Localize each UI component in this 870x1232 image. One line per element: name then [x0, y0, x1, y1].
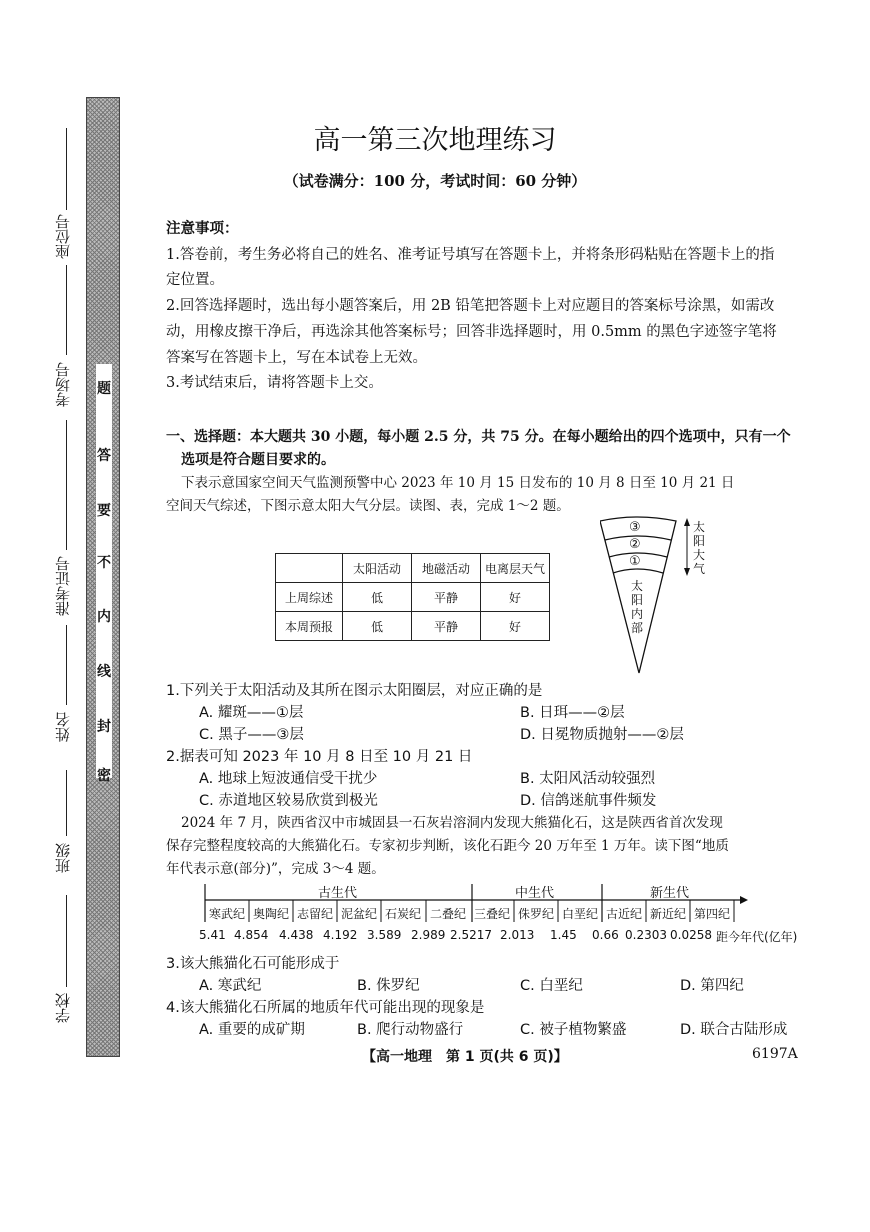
seal-char: 密 — [97, 768, 111, 784]
age-label: 4.192 — [323, 928, 358, 942]
table-header-row — [276, 554, 550, 583]
notes-line: 1.答卷前，考生务必将自己的姓名、准考证号填写在答题卡上，并将条形码粘贴在答题卡上的指 — [166, 247, 775, 263]
space-weather-table — [275, 553, 550, 641]
admission-number-label: 准考证号 — [54, 556, 72, 616]
option-b[interactable]: B. 太阳风活动较强烈 — [520, 771, 656, 787]
table-cell: 上周综述 — [276, 583, 343, 612]
name-label: 姓名 — [54, 712, 72, 742]
period-label: 二叠纪 — [430, 907, 467, 921]
option-a[interactable]: A. 重要的成矿期 — [199, 1022, 305, 1038]
notes-line: 3.考试结束后，请将答题卡上交。 — [166, 375, 383, 391]
notes-heading: 注意事项： — [166, 220, 239, 237]
age-label: 0.66 — [592, 928, 619, 942]
period-label: 新近纪 — [650, 907, 687, 921]
age-label: 0.0258 — [670, 928, 712, 942]
option-d[interactable]: D. 日冕物质抛射——②层 — [520, 727, 684, 743]
table-row — [276, 583, 550, 612]
axis-label: 距今年代(亿年) — [716, 930, 798, 944]
option-c[interactable]: C. 白垩纪 — [520, 978, 583, 994]
seal-char: 封 — [97, 719, 111, 735]
class-field[interactable] — [66, 770, 67, 836]
page-title: 高一第三次地理练习 — [313, 125, 557, 156]
passage-text: 保存完整程度较高的大熊猫化石。专家初步判断，该化石距今 20 万年至 1 万年。读下图“地质 — [166, 838, 729, 854]
seal-char: 不 — [97, 555, 111, 571]
option-b[interactable]: B. 日珥——②层 — [520, 705, 625, 721]
page-footer: 【高一地理 第 1 页(共 6 页)】 — [362, 1049, 568, 1065]
admission-number-field[interactable] — [66, 420, 67, 550]
table-cell: 太阳活动 — [343, 554, 412, 583]
age-label: 5.41 — [199, 928, 226, 942]
option-d[interactable]: D. 第四纪 — [680, 978, 744, 994]
age-label: 2.5217 — [450, 928, 492, 942]
question-stem: 1.下列关于太阳活动及其所在图示太阳圈层，对应正确的是 — [166, 683, 543, 699]
period-label: 白垩纪 — [562, 907, 599, 921]
table-cell: 低 — [343, 583, 412, 612]
option-b[interactable]: B. 侏罗纪 — [357, 978, 420, 994]
section-heading-cont: 选项是符合题目要求的。 — [181, 452, 335, 468]
option-b[interactable]: B. 爬行动物盛行 — [357, 1022, 464, 1038]
option-a[interactable]: A. 耀斑——①层 — [199, 705, 304, 721]
period-label: 侏罗纪 — [518, 907, 555, 921]
option-c[interactable]: C. 被子植物繁盛 — [520, 1022, 627, 1038]
question-stem: 4.该大熊猫化石所属的地质年代可能出现的现象是 — [166, 1000, 485, 1016]
table-cell: 好 — [481, 612, 550, 641]
option-a[interactable]: A. 地球上短波通信受干扰少 — [199, 771, 378, 787]
passage-text: 下表示意国家空间天气监测预警中心 2023 年 10 月 15 日发布的 10 月 8 日至 10 月 21 日 — [181, 475, 735, 491]
era-label: 新生代 — [650, 886, 690, 901]
period-label: 三叠纪 — [474, 907, 511, 921]
seal-char: 答 — [97, 448, 111, 464]
notes-line: 动，用橡皮擦干净后，再选涂其他答案标号；回答非选择题时，用 0.5mm 的黑色字迹签字笔将 — [166, 324, 777, 340]
option-c[interactable]: C. 赤道地区较易欣赏到极光 — [199, 793, 378, 809]
layer-label-2: ② — [629, 537, 641, 552]
question-stem: 2.据表可知 2023 年 10 月 8 日至 10 月 21 日 — [166, 749, 473, 765]
layer-label-1: ① — [629, 554, 641, 569]
option-d[interactable]: D. 信鸽迷航事件频发 — [520, 793, 657, 809]
exam-room-field[interactable] — [66, 265, 67, 355]
table-cell: 本周预报 — [276, 612, 343, 641]
period-label: 泥盆纪 — [341, 907, 378, 921]
table-row — [276, 612, 550, 641]
option-c[interactable]: C. 黑子——③层 — [199, 727, 304, 743]
notes-line: 定位置。 — [166, 272, 224, 288]
table-cell: 好 — [481, 583, 550, 612]
question-stem: 3.该大熊猫化石可能形成于 — [166, 956, 340, 972]
table-cell: 低 — [343, 612, 412, 641]
era-label: 古生代 — [318, 886, 358, 901]
option-d[interactable]: D. 联合古陆形成 — [680, 1022, 788, 1038]
school-label: 学校 — [54, 993, 72, 1023]
period-label: 志留纪 — [297, 907, 334, 921]
period-label: 古近纪 — [606, 907, 643, 921]
seal-char: 线 — [97, 664, 111, 680]
seal-char: 题 — [97, 381, 111, 397]
exam-room-label: 考场号 — [54, 362, 72, 407]
age-label: 3.589 — [367, 928, 402, 942]
class-label: 班级 — [54, 843, 72, 873]
table-cell: 地磁活动 — [412, 554, 481, 583]
interior-label: 太阳内部 — [631, 579, 644, 635]
age-label: 1.45 — [550, 928, 577, 942]
option-a[interactable]: A. 寒武纪 — [199, 978, 262, 994]
table-cell: 平静 — [412, 612, 481, 641]
passage-text: 空间天气综述，下图示意太阳大气分层。读图、表，完成 1～2 题。 — [166, 498, 570, 514]
passage-text: 2024 年 7 月，陕西省汉中市城固县一石灰岩溶洞内发现大熊猫化石，这是陕西省首次发现 — [181, 815, 723, 831]
age-label: 0.2303 — [625, 928, 667, 942]
name-field[interactable] — [66, 625, 67, 705]
layer-label-3: ③ — [629, 520, 641, 535]
age-label: 4.854 — [234, 928, 269, 942]
period-label: 寒武纪 — [209, 907, 246, 921]
age-label: 2.989 — [411, 928, 446, 942]
age-label: 2.013 — [500, 928, 535, 942]
school-field[interactable] — [66, 895, 67, 987]
passage-text: 年代表示意(部分)”，完成 3～4 题。 — [166, 861, 385, 877]
table-cell: 电离层天气 — [481, 554, 550, 583]
notes-line: 2.回答选择题时，选出每小题答案后，用 2B 铅笔把答题卡上对应题目的答案标号涂黑，如需改 — [166, 298, 775, 314]
period-label: 石炭纪 — [385, 907, 422, 921]
table-cell: 平静 — [412, 583, 481, 612]
age-label: 4.438 — [279, 928, 314, 942]
era-label: 中生代 — [515, 886, 555, 901]
notes-line: 答案写在答题卡上，写在本试卷上无效。 — [166, 350, 427, 366]
table-cell — [276, 554, 343, 583]
section-heading: 一、选择题：本大题共 30 小题，每小题 2.5 分，共 75 分。在每小题给出的四个选项中，只有一个 — [166, 429, 791, 445]
seal-char: 要 — [97, 503, 111, 519]
period-label: 奥陶纪 — [253, 907, 290, 921]
paper-code: 6197A — [752, 1046, 798, 1062]
seat-number-label: 座位号 — [54, 214, 72, 259]
seal-char: 内 — [97, 609, 111, 625]
page-subtitle: （试卷满分：100 分，考试时间：60 分钟） — [283, 172, 587, 190]
period-label: 第四纪 — [694, 907, 731, 921]
atmosphere-label: 太阳大气 — [693, 520, 706, 576]
